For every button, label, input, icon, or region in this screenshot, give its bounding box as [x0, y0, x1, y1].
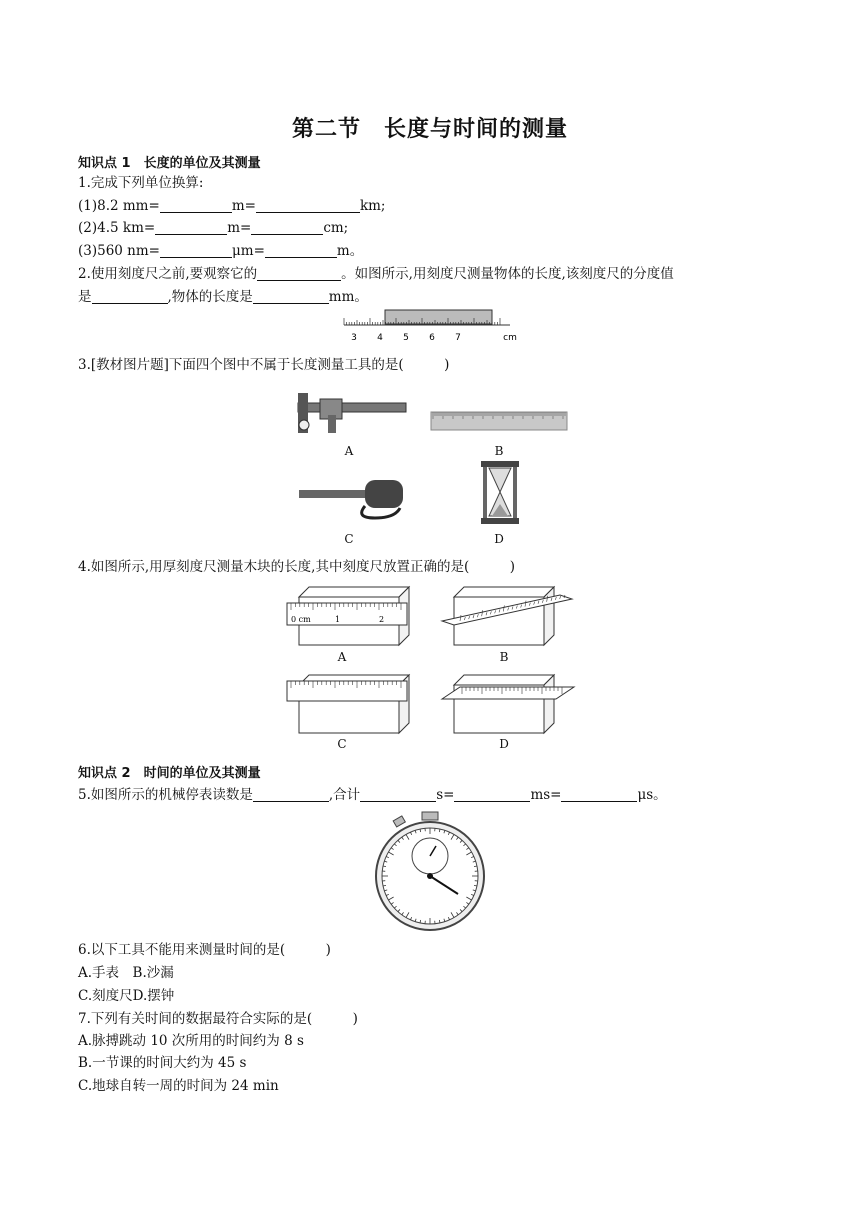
option-label-a: A: [344, 444, 354, 458]
question-7-option-c: C.地球自转一周的时间为 24 min: [78, 1078, 279, 1094]
answer-blank[interactable]: [561, 787, 637, 802]
tape-measure-image: [295, 478, 410, 523]
question-2-line-2: 是 ,物体的长度是 mm。: [78, 289, 368, 305]
question-7-stem: 7.下列有关时间的数据最符合实际的是( ): [78, 1011, 358, 1027]
ruler-figure: [340, 308, 525, 348]
ruler-label: 4: [377, 333, 383, 343]
answer-blank[interactable]: [155, 220, 227, 235]
ruler-label: cm: [503, 333, 517, 343]
ruler-label: 7: [455, 333, 461, 343]
question-7-option-a: A.脉搏跳动 10 次所用的时间约为 8 s: [78, 1033, 304, 1049]
scale-label: 1: [335, 615, 341, 624]
stopwatch-image: [372, 810, 488, 932]
section-heading-1: 知识点 1 长度的单位及其测量: [78, 156, 261, 171]
question-6-stem: 6.以下工具不能用来测量时间的是( ): [78, 942, 331, 958]
question-1-part-3: (3)560 nm= μm= m。: [78, 243, 364, 259]
hourglass-image: [478, 460, 522, 526]
answer-blank[interactable]: [454, 787, 530, 802]
question-6-options-cd: C.刻度尺D.摆钟: [78, 988, 175, 1004]
answer-blank[interactable]: [92, 289, 168, 304]
answer-blank[interactable]: [360, 787, 436, 802]
scale-label: 0 cm: [291, 615, 311, 624]
option-label-c: C: [344, 532, 354, 546]
question-6-options-ab: A.手表 B.沙漏: [78, 965, 174, 981]
ruler-label: 5: [403, 333, 409, 343]
question-1-stem: 1.完成下列单位换算:: [78, 175, 204, 191]
answer-blank[interactable]: [257, 266, 341, 281]
option-label-d: D: [499, 737, 509, 751]
option-label-c: C: [337, 737, 347, 751]
answer-blank[interactable]: [160, 198, 232, 213]
ruler-label: 6: [429, 333, 435, 343]
option-label-b: B: [494, 444, 504, 458]
answer-blank[interactable]: [251, 220, 323, 235]
block-ruler-figure-a: [285, 585, 415, 647]
question-7-option-b: B.一节课的时间大约为 45 s: [78, 1055, 247, 1071]
block-ruler-figure-d: [440, 673, 575, 735]
question-1-part-2: (2)4.5 km= m= cm;: [78, 220, 349, 236]
answer-blank[interactable]: [253, 289, 329, 304]
option-label-d: D: [494, 532, 504, 546]
page-title: 第二节 长度与时间的测量: [291, 117, 568, 142]
question-4-stem: 4.如图所示,用厚刻度尺测量木块的长度,其中刻度尺放置正确的是( ): [78, 559, 515, 575]
question-2-line-1: 2.使用刻度尺之前,要观察它的 。如图所示,用刻度尺测量物体的长度,该刻度尺的分度值: [78, 266, 674, 282]
vernier-caliper-image: [290, 385, 410, 440]
block-ruler-figure-c: [285, 673, 415, 735]
answer-blank[interactable]: [265, 243, 337, 258]
section-heading-2: 知识点 2 时间的单位及其测量: [78, 766, 261, 781]
steel-ruler-image: [430, 410, 570, 434]
option-label-b: B: [499, 650, 509, 664]
question-5-stem: 5.如图所示的机械停表读数是 ,合计 s= ms= μs。: [78, 787, 667, 803]
option-label-a: A: [337, 650, 347, 664]
answer-blank[interactable]: [253, 787, 329, 802]
question-1-part-1: (1)8.2 mm= m= km;: [78, 198, 386, 214]
answer-blank[interactable]: [256, 198, 360, 213]
scale-label: 2: [379, 615, 385, 624]
answer-blank[interactable]: [160, 243, 232, 258]
question-3-stem: 3.[教材图片题]下面四个图中不属于长度测量工具的是( ): [78, 357, 450, 373]
block-ruler-figure-b: [440, 585, 575, 647]
ruler-label: 3: [351, 333, 357, 343]
